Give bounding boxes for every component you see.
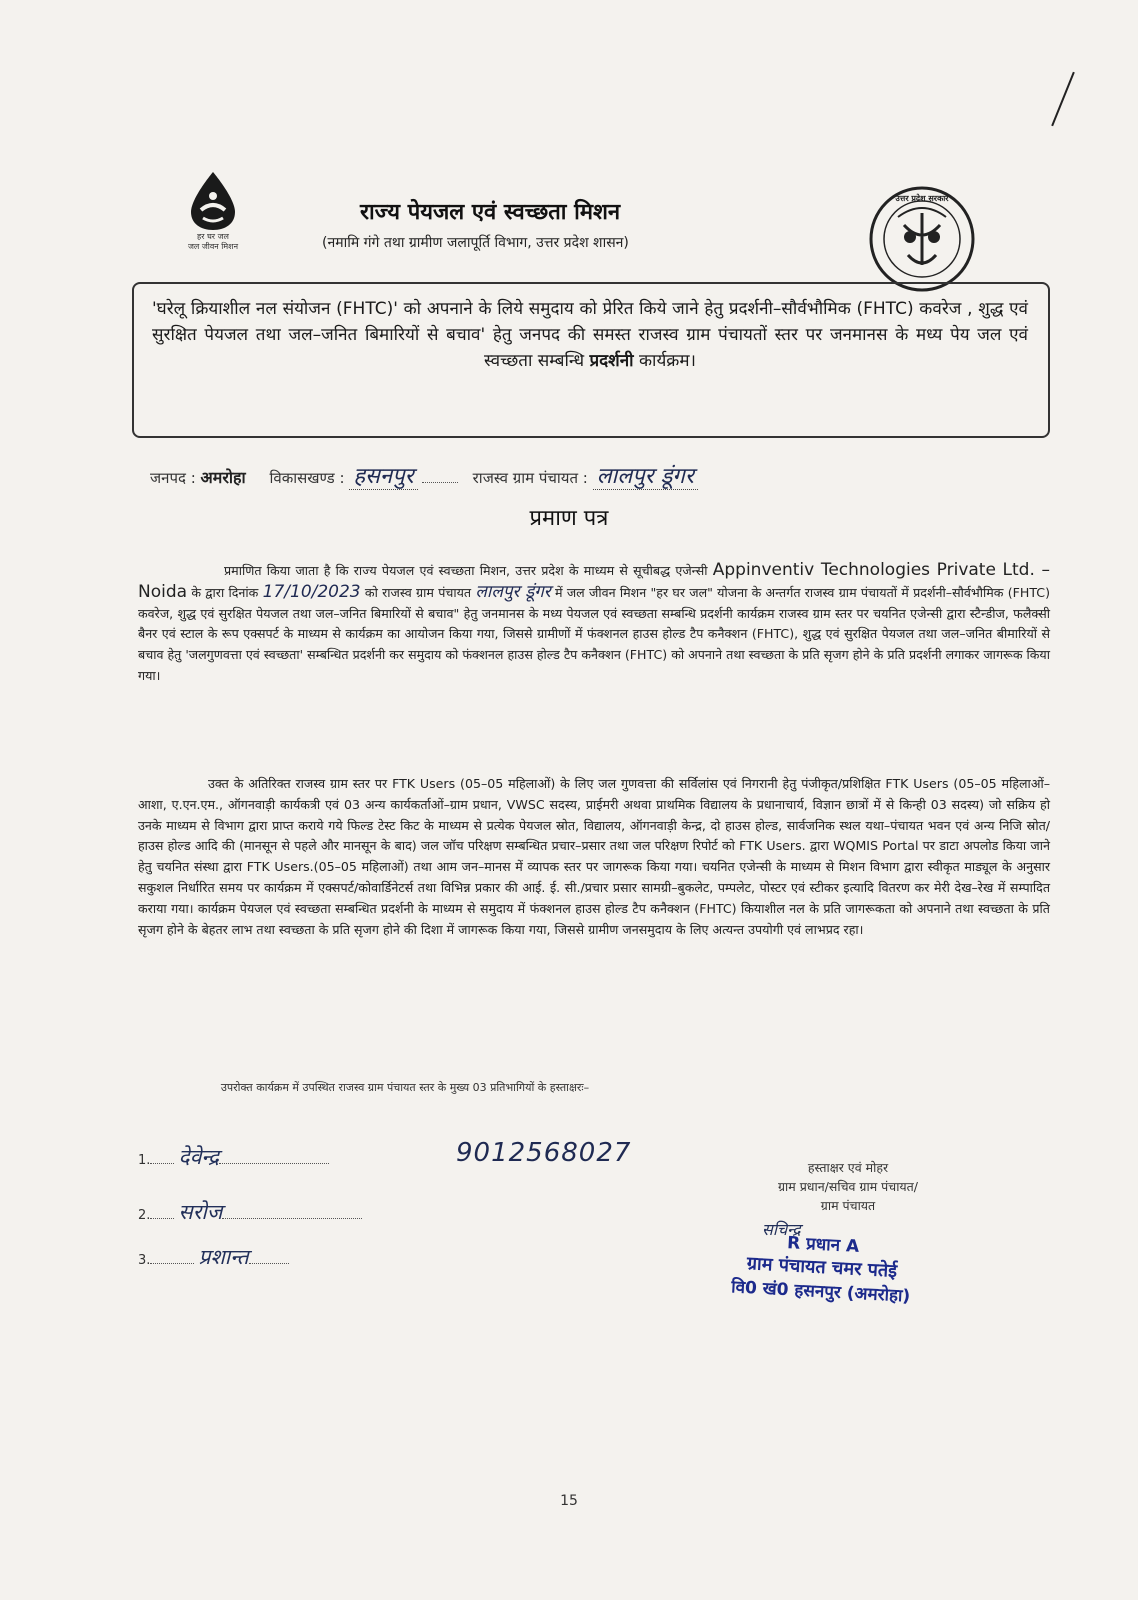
body-paragraph-1 bbox=[138, 560, 1050, 687]
body-paragraph-2: उक्त के अतिरिक्त राजस्व ग्राम स्तर पर FTK Users (05–05 महिलाओं) के लिए जल गुणवत्ता की सर्विलांस एवं निगरानी हेतु पंजीकृत/प्रशिक्षित FTK Users (05–05 महिलाओं–आशा, ए.एन.एम., ऑगनवाड़ी कार्यकत्री एवं 03 अन्य कार्यकर्ताओं–ग्राम प्रधान, VWSC सदस्य, प्राईमरी अथवा प्राथमिक विद्यालय के प्रधानाचार्य, विज्ञान छात्रों में से किन्ही 03 सदस्य) जो सक्रिय हो उनके माध्यम से विभाग द्वारा प्राप्त कराये गये फिल्ड टेस्ट किट के माध्यम से प्रत्येक पेयजल स्रोत, विद्यालय, ऑगनवाड़ी केन्द्र, दो हाउस होल्ड, सार्वजनिक स्थल यथा–पंचायत भवन एवं अन्य निजि स्रोत/हाउस होल्ड आदि की (मानसून से पहले और मानसून के बाद) जल जॉच परिक्षण सम्बन्धित प्रचार–प्रसार तथा जल परिक्षण रिपोर्ट को FTK Users. द्वारा WQMIS Portal पर डाटा अपलोड किया जाने हेतु चयनित संस्था द्वारा FTK Users.(05–05 महिलाओं) तथा आम जन–मानस में व्यापक स्तर पर जागरूक किया गया। चयनित एजेन्सी के माध्यम से मिशन विभाग द्वारा स्वीकृत माड्यूल के अनुसार सकुशल निर्धारित समय पर कार्यक्रम में एक्सपर्ट/कोवार्डिनेटर्स तथा विभिन्न प्रकार की आई. ई. सी./प्रचार प्रसार सामग्री–बुकलेट, पम्पलेट, पोस्टर एवं स्टीकर इत्यादि वितरण कर मेरी देख–रेख में सम्पादित कराया गया। कार्यक्रम पेयजल एवं स्वच्छता सम्बन्धित प्रदर्शनी के माध्यम से समुदाय में फंक्शनल हाउस होल्ड टैप कनैक्शन (FHTC) कियाशील नल के प्रति जागरूकता को अपनाने तथा स्वच्छता के प्रति सृजग होने के बेहतर लाभ तथा स्वच्छता के प्रति सृजग होने की दिशा में जागरूक किया गया, जिससे ग्रामीण जनसमुदाय के लिए अत्यन्त उपयोगी एवं लाभप्रद रहा। bbox=[138, 776, 1050, 937]
para1-text-2: के द्वारा दिनांक bbox=[191, 584, 259, 600]
stamp-line-2: ग्राम पंचायत चमर पतेई bbox=[746, 1253, 898, 1282]
certificate-title: प्रमाण पत्र bbox=[529, 506, 609, 531]
water-drop-icon bbox=[183, 170, 243, 232]
authority-signature-block bbox=[708, 1158, 988, 1215]
sig-name-1: देवेन्द्र bbox=[178, 1145, 220, 1169]
page-title: राज्य पेयजल एवं स्वच्छता मिशन bbox=[360, 199, 621, 225]
page-subtitle: (नमामि गंगे तथा ग्रामीण जलापूर्ति विभाग, उत्तर प्रदेश शासन) bbox=[322, 235, 629, 251]
block-value: हसनपुर bbox=[349, 464, 417, 490]
sig-name-2: सरोज bbox=[178, 1200, 223, 1224]
up-government-seal bbox=[868, 185, 976, 297]
phone-number: 9012568027 bbox=[456, 1138, 632, 1168]
program-title-box bbox=[132, 282, 1050, 438]
gp-label: राजस्व ग्राम पंचायत : bbox=[472, 469, 588, 487]
box-text-2: कार्यक्रम। bbox=[638, 351, 696, 371]
block-label: विकासखण्ड : bbox=[269, 469, 345, 487]
box-bold: प्रदर्शनी bbox=[589, 351, 634, 371]
district-value: अमरोहा bbox=[200, 468, 246, 487]
participant-signature-2 bbox=[138, 1198, 362, 1226]
participant-signature-3 bbox=[138, 1243, 289, 1271]
program-title-text bbox=[134, 284, 1048, 374]
authority-scribble: सचिन्द्र bbox=[762, 1220, 801, 1239]
stamp-line-1: R प्रधान A bbox=[786, 1233, 860, 1257]
gp-value: लालपुर डूंगर bbox=[593, 464, 698, 490]
seal-text: उत्तर प्रदेश सरकार bbox=[895, 194, 949, 203]
agency-name: Appinventiv Technologies Private Ltd. – Noida bbox=[138, 560, 1050, 602]
para1-text-4: में जल जीवन मिशन "हर घर जल" योजना के अन्तर्गत राजस्व ग्राम पंचायतों में प्रदर्शनी–सौर्वभौमिक (FHTC) कवरेज, शुद्ध एवं सुरक्षित पेयजल तथा जल–जनित बिमारियों से बचाव" हेतु जनमानस के मध्य पेयजल एवं स्वच्छता सम्बन्धि प्रदर्शनी कार्यक्रम राजस्व ग्राम स्तर पर चयनित एजेन्सी द्वारा स्टैन्डीज, फलैक्सी बैनर एवं स्टाल के रूप एक्सपर्ट के माध्यम से कार्यक्रम का आयोजन किया गया, जिससे ग्रामीणों में फंक्शनल हाउस होल्ड टैप कनैक्शन (FHTC), शुद्ध एवं सुरक्षित पेयजल तथा जल–जनित बीमारियों से बचाव हेतु 'जलगुणवत्ता एवं स्वच्छता' सम्बन्धित प्रदर्शनी कर समुदाय को फंक्शनल हाउस होल्ड टैप कनैक्शन (FHTC) को अपनाने तथा स्वच्छता के प्रति सृजग होने के प्रति प्रदर्शनी लगाकर जागरूक किया गया। bbox=[138, 584, 1050, 683]
signature-intro: उपरोक्त कार्यक्रम में उपस्थित राजस्व ग्राम पंचायत स्तर के मुख्य 03 प्रतिभागियों के हस्ताक्षरः– bbox=[220, 1081, 590, 1094]
sig-name-3: प्रशान्त bbox=[198, 1245, 249, 1269]
para1-text-3: को राजस्व ग्राम पंचायत bbox=[364, 584, 472, 600]
logo-caption-2: जल जीवन मिशन bbox=[187, 242, 239, 251]
gram-panchayat-label: ग्राम पंचायत bbox=[820, 1198, 876, 1213]
box-text-1: 'घरेलू क्रियाशील नल संयोजन (FHTC)' को अपनाने के लिये समुदाय को प्रेरित किये जाने हेतु प्रदर्शनी–सौर्वभौमिक (FHTC) कवरेज , शुद्ध एवं सुरक्षित पेयजल तथा जल–जनित बिमारियों से बचाव' हेतु जनपद की समस्त राजस्व ग्राम पंचायतों स्तर पर जनमानस के मध्य पेय जल एवं स्वच्छता सम्बन्धि bbox=[152, 299, 1028, 371]
sign-seal-label: हस्ताक्षर एवं मोहर bbox=[807, 1160, 889, 1175]
participant-signature-1 bbox=[138, 1143, 329, 1171]
logo-caption-1: हर घर जल bbox=[197, 232, 229, 241]
authority-label: ग्राम प्रधान/सचिव ग्राम पंचायत/ bbox=[777, 1179, 919, 1194]
page-number: 15 bbox=[560, 1493, 578, 1509]
corner-mark bbox=[1051, 72, 1075, 127]
program-date: 17/10/2023 bbox=[262, 581, 361, 602]
stamp-line-3: वि0 खं0 हसनपुर (अमरोहा) bbox=[730, 1277, 911, 1307]
district-label: जनपद : bbox=[150, 469, 196, 487]
sig-number-2: 2. bbox=[138, 1208, 151, 1223]
sig-number-1: 1. bbox=[138, 1153, 151, 1168]
para1-text-1: प्रमाणित किया जाता है कि राज्य पेयजल एवं स्वच्छता मिशन, उत्तर प्रदेश के माध्यम से सूचीबद्ध एजेन्सी bbox=[224, 563, 708, 578]
para1-gp-name: लालपुर डूंगर bbox=[475, 581, 551, 602]
sig-number-3: 3. bbox=[138, 1253, 151, 1268]
pradhan-stamp bbox=[700, 1226, 943, 1308]
jal-jeevan-logo bbox=[168, 170, 258, 252]
district-line bbox=[150, 460, 1050, 490]
